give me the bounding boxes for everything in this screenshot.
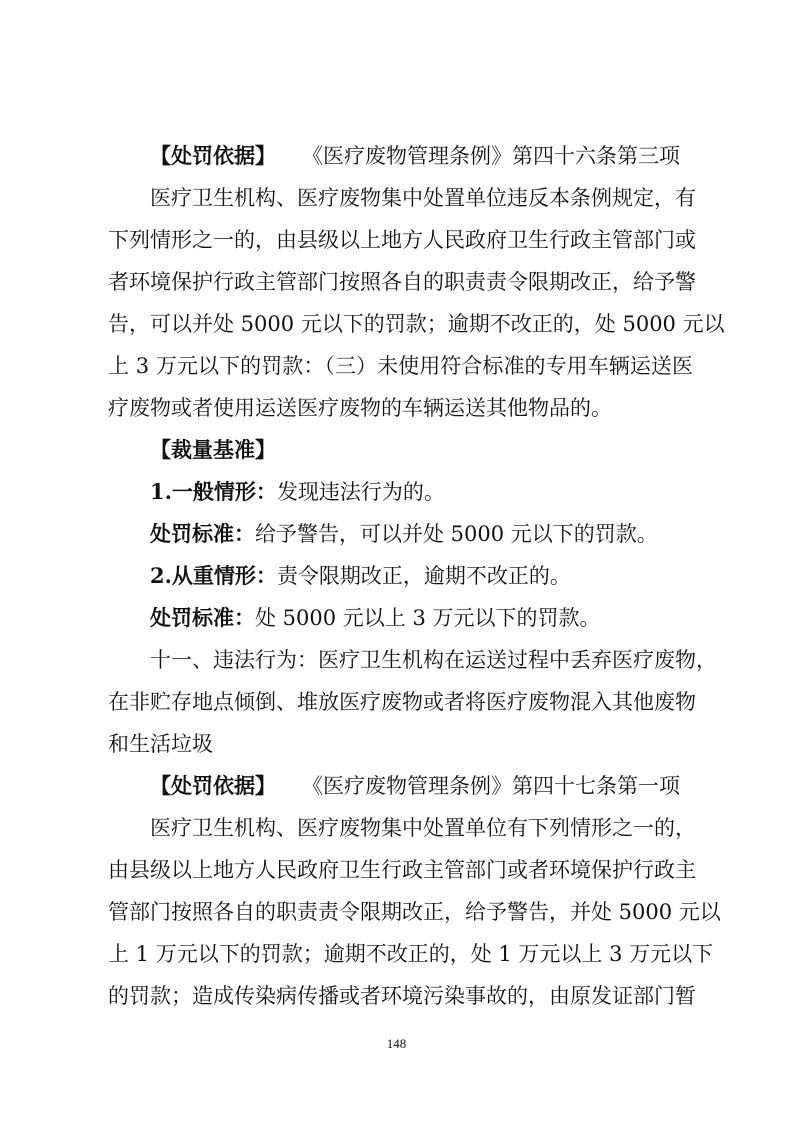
violation-title-line: 在非贮存地点倾倒、堆放医疗废物或者将医疗废物混入其他废物 [108, 690, 696, 714]
paragraph-line: 者环境保护行政主管部门按照各自的职责责令限期改正，给予警 [108, 270, 696, 294]
penalty-standard-text: 给予警告，可以并处 5000 元以下的罚款。 [255, 522, 658, 546]
general-case-text: 发现违法行为的。 [276, 480, 445, 504]
penalty-standard-label: 处罚标准： [150, 521, 255, 546]
general-penalty [150, 518, 693, 550]
general-case-label: 1.一般情形： [150, 479, 277, 504]
regulation-reference: 《医疗废物管理条例》第四十七条第一项 [302, 774, 680, 798]
page-number: 148 [386, 1036, 407, 1051]
penalty-basis-label: 【处罚依据】 [150, 143, 276, 168]
violation-title-line: 十一、违法行为：医疗卫生机构在运送过程中丢弃医疗废物， [150, 648, 717, 672]
penalty-basis-heading [150, 770, 693, 802]
penalty-basis-heading [150, 140, 693, 172]
aggravated-case-text: 责令限期改正，逾期不改正的。 [276, 564, 571, 588]
paragraph-line: 由县级以上地方人民政府卫生行政主管部门或者环境保护行政主 [108, 858, 696, 882]
aggravated-penalty [150, 602, 693, 634]
penalty-standard-label: 处罚标准： [150, 605, 255, 630]
discretion-standard-heading: 【裁量基准】 [150, 437, 276, 462]
paragraph-line: 上 1 万元以下的罚款；逾期不改正的，处 1 万元以上 3 万元以下 [108, 942, 714, 966]
regulation-reference: 《医疗废物管理条例》第四十六条第三项 [302, 144, 680, 168]
penalty-standard-text: 处 5000 元以上 3 万元以下的罚款。 [255, 606, 601, 630]
paragraph-line: 医疗卫生机构、医疗废物集中处置单位违反本条例规定，有 [150, 186, 696, 210]
violation-title-line: 和生活垃圾 [108, 732, 213, 756]
paragraph-line: 管部门按照各自的职责责令限期改正，给予警告，并处 5000 元以 [108, 900, 721, 924]
paragraph-line: 疗废物或者使用运送医疗废物的车辆运送其他物品的。 [108, 396, 612, 420]
paragraph-line: 上 3 万元以下的罚款：（三）未使用符合标准的专用车辆运送医 [108, 354, 693, 378]
aggravated-case-label: 2.从重情形： [150, 563, 277, 588]
penalty-basis-label: 【处罚依据】 [150, 773, 276, 798]
general-case [150, 476, 693, 508]
paragraph-line: 的罚款；造成传染病传播或者环境污染事故的，由原发证部门暂 [108, 984, 696, 1008]
paragraph-line: 下列情形之一的，由县级以上地方人民政府卫生行政主管部门或 [108, 228, 696, 252]
paragraph-line: 医疗卫生机构、医疗废物集中处置单位有下列情形之一的， [150, 816, 696, 840]
aggravated-case [150, 560, 693, 592]
paragraph-line: 告，可以并处 5000 元以下的罚款；逾期不改正的，处 5000 元以 [108, 312, 725, 336]
